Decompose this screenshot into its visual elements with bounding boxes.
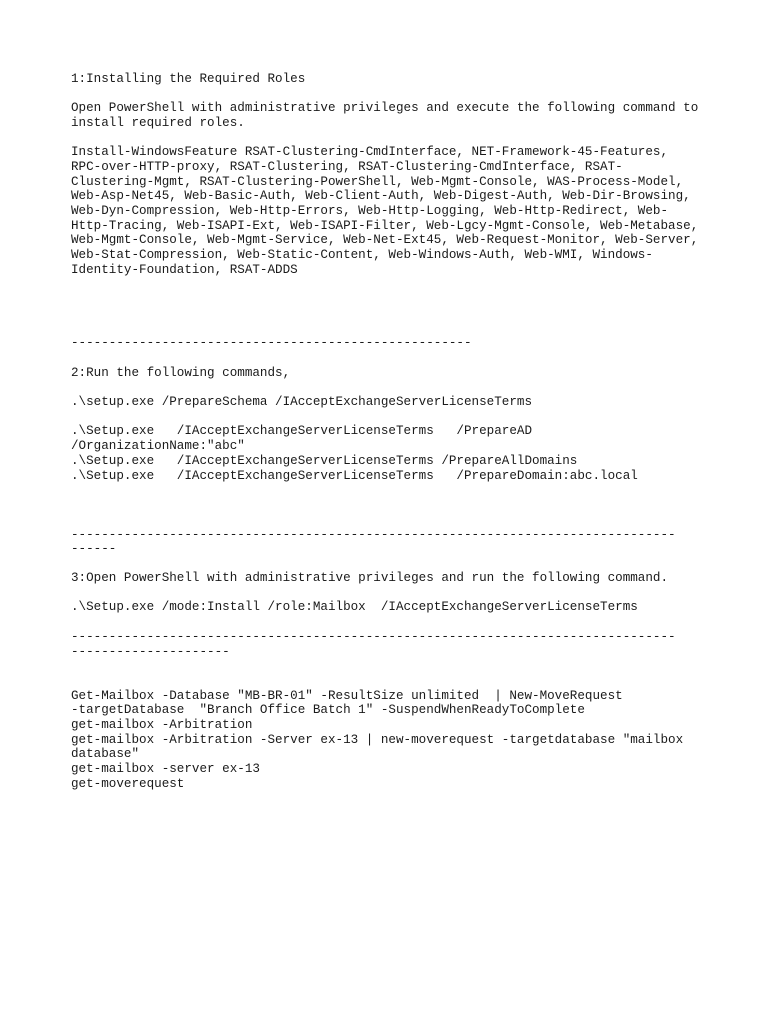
separator-2-line-2: ------: [71, 542, 117, 556]
install-command-line-4: Web-Asp-Net45, Web-Basic-Auth, Web-Client-Auth, Web-Digest-Auth, Web-Dir-Browsing,: [71, 189, 691, 203]
setup-mailbox-command: .\Setup.exe /mode:Install /role:Mailbox /IAcceptExchangeServerLicenseTerms: [71, 600, 638, 614]
install-command-line-3: Clustering-Mgmt, RSAT-Clustering-PowerShell, Web-Mgmt-Console, WAS-Process-Model,: [71, 175, 684, 189]
get-mailbox-server-command: get-mailbox -server ex-13: [71, 762, 260, 776]
separator-1: -----------------------------------------------------: [71, 336, 472, 350]
prepare-domain-command: .\Setup.exe /IAcceptExchangeServerLicenseTerms /PrepareDomain:abc.local: [71, 469, 638, 483]
prepare-all-domains-command: .\Setup.exe /IAcceptExchangeServerLicenseTerms /PrepareAllDomains: [71, 454, 578, 468]
install-command-line-6: Http-Tracing, Web-ISAPI-Ext, Web-ISAPI-Filter, Web-Lgcy-Mgmt-Console, Web-Metabase,: [71, 219, 699, 233]
install-command-line-1: Install-WindowsFeature RSAT-Clustering-CmdInterface, NET-Framework-45-Features,: [71, 145, 669, 159]
install-command-line-8: Web-Stat-Compression, Web-Static-Content, Web-Windows-Auth, Web-WMI, Windows-: [71, 248, 653, 262]
separator-2-line-1: --------------------------------------------------------------------------------: [71, 528, 676, 542]
install-command-line-9: Identity-Foundation, RSAT-ADDS: [71, 263, 298, 277]
install-command-line-7: Web-Mgmt-Console, Web-Mgmt-Service, Web-Net-Ext45, Web-Request-Monitor, Web-Server,: [71, 233, 699, 247]
get-moverequest-command: get-moverequest: [71, 777, 185, 791]
section-2-heading: 2:Run the following commands,: [71, 366, 291, 380]
section-1-intro-line-2: install required roles.: [71, 116, 245, 130]
section-1-intro-line-1: Open PowerShell with administrative privileges and execute the following command to: [71, 101, 699, 115]
separator-3-line-1: --------------------------------------------------------------------------------: [71, 630, 676, 644]
prepare-schema-command: .\setup.exe /PrepareSchema /IAcceptExchangeServerLicenseTerms: [71, 395, 533, 409]
arbitration-move-command-line-2: database": [71, 747, 140, 761]
separator-3-line-2: ---------------------: [71, 645, 230, 659]
install-command-line-2: RPC-over-HTTP-proxy, RSAT-Clustering, RSAT-Clustering-CmdInterface, RSAT-: [71, 160, 623, 174]
prepare-ad-command-line-1: .\Setup.exe /IAcceptExchangeServerLicenseTerms /PrepareAD: [71, 424, 533, 438]
section-1-heading: 1:Installing the Required Roles: [71, 72, 306, 86]
move-request-command-line-2: -targetDatabase "Branch Office Batch 1" -SuspendWhenReadyToComplete: [71, 703, 585, 717]
arbitration-move-command-line-1: get-mailbox -Arbitration -Server ex-13 | new-moverequest -targetdatabase "mailbox: [71, 733, 684, 747]
prepare-ad-command-line-2: /OrganizationName:"abc": [71, 439, 245, 453]
move-request-command-line-1: Get-Mailbox -Database "MB-BR-01" -ResultSize unlimited | New-MoveRequest: [71, 689, 623, 703]
install-command-line-5: Web-Dyn-Compression, Web-Http-Errors, Web-Http-Logging, Web-Http-Redirect, Web-: [71, 204, 669, 218]
section-3-heading: 3:Open PowerShell with administrative privileges and run the following command.: [71, 571, 669, 585]
get-mailbox-arbitration-command: get-mailbox -Arbitration: [71, 718, 253, 732]
